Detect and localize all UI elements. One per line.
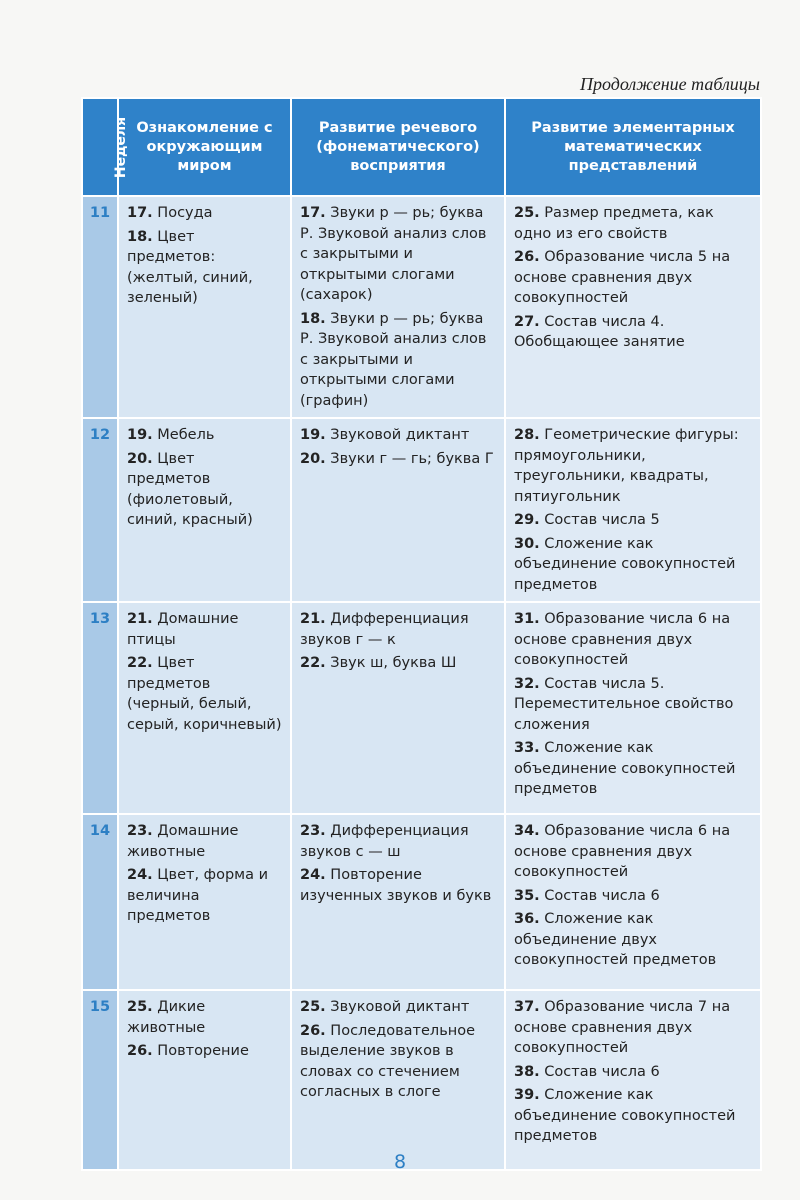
table-continuation-label: Продолжение таблицы <box>579 74 760 94</box>
lesson-number: 25. <box>300 999 326 1015</box>
world-cell <box>118 814 291 990</box>
week-number: 15 <box>82 990 118 1170</box>
lesson-number: 33. <box>514 740 540 756</box>
lesson-entry <box>127 821 282 862</box>
lesson-topic: Состав числа 6 <box>544 1063 660 1080</box>
lesson-number: 17. <box>127 205 153 221</box>
lesson-entry <box>514 909 752 971</box>
lesson-number: 26. <box>127 1043 153 1059</box>
lesson-topic: Размер предмета, как одно из его свойств <box>514 205 714 242</box>
table-body <box>82 196 761 1170</box>
lesson-topic: Звук ш, буква Ш <box>330 655 457 671</box>
lesson-topic: Состав числа 6 <box>544 887 660 904</box>
lesson-entry <box>514 247 752 309</box>
lesson-topic: Состав числа 4. Обобщающее занятие <box>514 313 685 350</box>
lesson-entry <box>127 997 282 1038</box>
lesson-topic: Образование числа 6 на основе сравнения двух совокупностей <box>514 823 731 880</box>
world-cell <box>118 602 291 814</box>
speech-cell <box>291 814 505 990</box>
lesson-entry <box>300 309 496 412</box>
lesson-number: 30. <box>514 535 540 552</box>
lesson-entry <box>514 534 752 596</box>
speech-cell <box>291 990 505 1170</box>
lesson-entry <box>514 609 752 671</box>
lesson-topic: Образование числа 5 на основе сравнения двух совокупностей <box>514 249 731 306</box>
lesson-number: 23. <box>300 823 326 839</box>
lesson-number: 18. <box>127 228 153 245</box>
lesson-number: 27. <box>514 313 540 330</box>
math-cell <box>505 990 761 1170</box>
lesson-number: 20. <box>300 450 326 467</box>
lesson-entry <box>514 1062 752 1083</box>
lesson-topic: Посуда <box>157 205 213 221</box>
lesson-entry <box>300 425 496 446</box>
lesson-topic: Образование числа 7 на основе сравнения двух совокупностей <box>514 999 731 1056</box>
lesson-entry <box>127 203 282 224</box>
lesson-topic: Дикие животные <box>127 999 206 1036</box>
lesson-entry <box>127 449 282 531</box>
lesson-entry <box>514 425 752 507</box>
lesson-number: 35. <box>514 887 540 904</box>
column-header-week-label: Неделя <box>113 116 130 178</box>
lesson-entry <box>300 1021 496 1103</box>
table-row <box>82 196 761 418</box>
lesson-number: 25. <box>514 205 540 221</box>
page-number: 8 <box>393 1151 407 1173</box>
lesson-topic: Образование числа 6 на основе сравнения двух совокупностей <box>514 611 731 668</box>
week-number: 13 <box>82 602 118 814</box>
lesson-topic: Повторение <box>157 1043 249 1059</box>
lesson-number: 37. <box>514 999 540 1015</box>
lesson-topic: Звуки г — гь; буква Г <box>330 450 494 467</box>
speech-cell <box>291 602 505 814</box>
lesson-entry <box>300 865 496 906</box>
lesson-entry <box>514 312 752 353</box>
lesson-number: 39. <box>514 1087 540 1103</box>
lesson-entry <box>514 510 752 531</box>
table-row <box>82 990 761 1170</box>
lesson-entry <box>300 609 496 650</box>
lesson-topic: Домашние птицы <box>127 611 239 648</box>
lesson-topic: Звуковой диктант <box>330 427 470 443</box>
lesson-number: 21. <box>300 611 326 627</box>
lesson-entry <box>300 821 496 862</box>
lesson-topic: Дифференциация звуков с — ш <box>300 823 469 860</box>
lesson-topic: Дифференциация звуков г — к <box>300 611 469 648</box>
lesson-topic: Сложение как объединение совокупностей предметов <box>514 740 736 797</box>
lesson-number: 25. <box>127 999 153 1015</box>
lesson-number: 22. <box>300 655 326 671</box>
lesson-topic: Цвет предметов (фиолетовый, синий, красный) <box>127 450 253 528</box>
lesson-number: 17. <box>300 205 326 221</box>
lesson-topic: Звуковой диктант <box>330 999 470 1015</box>
lesson-entry <box>300 653 496 674</box>
lesson-topic: Геометрические фигуры: прямоугольники, треугольники, квадраты, пятиугольник <box>514 427 739 505</box>
lesson-number: 36. <box>514 911 540 927</box>
world-cell <box>118 196 291 418</box>
speech-cell <box>291 196 505 418</box>
lesson-number: 20. <box>127 450 153 467</box>
lesson-entry <box>514 886 752 907</box>
lesson-number: 18. <box>300 310 326 327</box>
lesson-entry <box>514 1085 752 1147</box>
lesson-entry <box>300 449 496 470</box>
lesson-entry <box>300 997 496 1018</box>
math-cell <box>505 814 761 990</box>
table-row <box>82 602 761 814</box>
lesson-topic: Состав числа 5 <box>544 512 660 528</box>
lesson-entry <box>127 227 282 309</box>
lesson-entry <box>127 609 282 650</box>
lesson-entry <box>514 738 752 800</box>
lesson-topic: Мебель <box>157 427 215 443</box>
lesson-number: 38. <box>514 1063 540 1080</box>
lesson-entry <box>514 674 752 736</box>
world-cell <box>118 990 291 1170</box>
lesson-plan-table <box>81 97 762 1171</box>
lesson-number: 28. <box>514 427 540 443</box>
lesson-topic: Звуки р — рь; буква Р. Звуковой анализ слов с закрытыми и открытыми слогами (графин) <box>300 310 487 409</box>
lesson-topic: Цвет предметов (черный, белый, серый, коричневый) <box>127 655 282 733</box>
lesson-topic: Состав числа 5. Переместительное свойство сложения <box>514 675 734 733</box>
column-header-math: Развитие элементарных математических представлений <box>505 98 761 196</box>
lesson-number: 31. <box>514 611 540 627</box>
lesson-number: 22. <box>127 655 153 671</box>
world-cell <box>118 418 291 602</box>
lesson-topic: Сложение как объединение двух совокупностей предметов <box>514 911 717 968</box>
lesson-number: 21. <box>127 611 153 627</box>
lesson-topic: Сложение как объединение совокупностей предметов <box>514 535 736 593</box>
lesson-number: 23. <box>127 823 153 839</box>
table-row <box>82 418 761 602</box>
lesson-entry <box>514 821 752 883</box>
math-cell <box>505 196 761 418</box>
table-header-row <box>82 98 761 196</box>
lesson-entry <box>127 1041 282 1062</box>
speech-cell <box>291 418 505 602</box>
lesson-topic: Домашние животные <box>127 823 239 860</box>
lesson-entry <box>127 865 282 927</box>
math-cell <box>505 418 761 602</box>
lesson-number: 19. <box>300 427 326 443</box>
week-number: 11 <box>82 196 118 418</box>
lesson-number: 19. <box>127 427 153 443</box>
lesson-number: 26. <box>514 249 540 265</box>
lesson-topic: Цвет, форма и величина предметов <box>127 867 269 924</box>
lesson-entry <box>127 425 282 446</box>
lesson-topic: Последовательное выделение звуков в словах со стечением согласных в слоге <box>300 1022 476 1100</box>
lesson-topic: Цвет предметов: (желтый, синий, зеленый) <box>127 228 253 306</box>
math-cell <box>505 602 761 814</box>
column-header-world: Ознакомление с окружающим миром <box>118 98 291 196</box>
table-row <box>82 814 761 990</box>
lesson-number: 32. <box>514 675 540 692</box>
column-header-speech: Развитие речевого (фонематического) восприятия <box>291 98 505 196</box>
lesson-entry <box>127 653 282 735</box>
lesson-entry <box>300 203 496 306</box>
week-number: 12 <box>82 418 118 602</box>
column-header-week <box>82 98 130 196</box>
lesson-topic: Повторение изученных звуков и букв <box>300 867 492 904</box>
lesson-entry <box>514 997 752 1059</box>
lesson-topic: Сложение как объединение совокупностей предметов <box>514 1087 736 1144</box>
lesson-topic: Звуки р — рь; буква Р. Звуковой анализ слов с закрытыми и открытыми слогами (сахарок) <box>300 205 487 303</box>
lesson-number: 24. <box>300 867 326 883</box>
lesson-number: 34. <box>514 823 540 839</box>
lesson-number: 29. <box>514 512 540 528</box>
lesson-number: 26. <box>300 1022 326 1039</box>
lesson-number: 24. <box>127 867 153 883</box>
week-number: 14 <box>82 814 118 990</box>
lesson-entry <box>514 203 752 244</box>
